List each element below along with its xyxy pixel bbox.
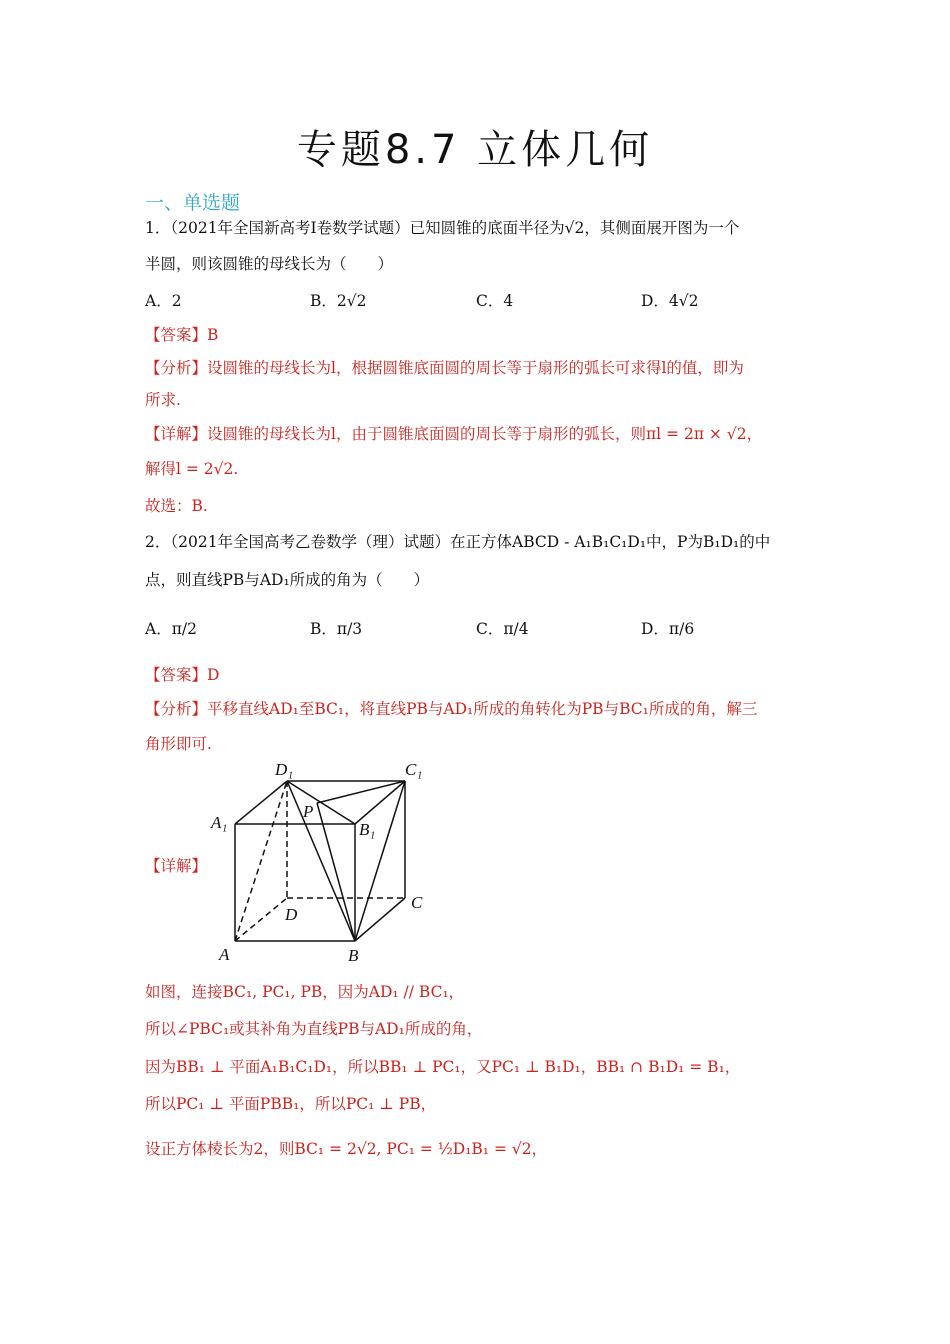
label-c1: C₁ <box>405 760 423 779</box>
q2-answer: D <box>207 666 220 684</box>
q1-detail-text: 设圆锥的母线长为l，由于圆锥底面圆的周长等于扇形的弧长，则πl = 2π × √2， <box>207 425 763 443</box>
q1-option-a: A．2 <box>145 292 182 310</box>
q2-analysis-line2: 角形即可. <box>145 735 212 753</box>
q2-detail-tag: 【详解】 <box>145 857 208 875</box>
q2-option-c: C．π/4 <box>476 620 529 638</box>
q1-stem-line2: 半圆，则该圆锥的母线长为（ ） <box>145 255 394 273</box>
section-heading: 一、单选题 <box>145 192 241 214</box>
q2-option-a: A．π/2 <box>145 620 197 638</box>
page-title: 专题8.7 立体几何 <box>296 127 654 173</box>
q2-option-d: D．π/6 <box>641 620 695 638</box>
label-d: D <box>285 905 298 924</box>
q1-detail-line2: 解得l = 2√2. <box>145 460 239 478</box>
label-b1: B₁ <box>359 820 376 839</box>
q2-answer-tag: 【答案】 <box>145 666 208 684</box>
q1-answer: B <box>207 326 219 344</box>
hidden-edge-a-d1 <box>235 781 287 941</box>
q2-analysis-line1 <box>145 697 757 719</box>
q2-step-1: 如图，连接BC₁, PC₁, PB，因为AD₁ // BC₁， <box>145 983 465 1001</box>
q2-stem-line2: 点，则直线PB与AD₁所成的角为（ ） <box>145 571 430 589</box>
q2-step-3: 因为BB₁ ⊥ 平面A₁B₁C₁D₁，所以BB₁ ⊥ PC₁，又PC₁ ⊥ B₁D₁，BB₁ ∩ B₁D₁ = B₁， <box>145 1058 741 1076</box>
q2-step-4: 所以PC₁ ⊥ 平面PBB₁，所以PC₁ ⊥ PB， <box>145 1095 437 1113</box>
q2-stem-line1: 2．（2021年全国高考乙卷数学（理）试题）在正方体ABCD - A₁B₁C₁D₁中，P为B₁D₁的中 <box>145 533 771 551</box>
q1-analysis-line2: 所求. <box>145 391 181 409</box>
q1-answer-tag: 【答案】 <box>145 326 208 344</box>
q1-detail-tag: 【详解】 <box>145 425 208 443</box>
q1-detail-line1 <box>145 422 762 444</box>
q1-stem-line1: 1．（2021年全国新高考Ⅰ卷数学试题）已知圆锥的底面半径为√2，其侧面展开图为一个 <box>145 219 740 237</box>
q1-analysis-tag: 【分析】 <box>145 359 208 377</box>
q1-conclusion: 故选：B. <box>145 497 208 515</box>
segment-b-c1 <box>355 781 405 941</box>
label-d1: D₁ <box>275 760 294 779</box>
cube-figure <box>205 755 445 970</box>
label-b: B <box>348 946 359 965</box>
q2-analysis-text: 平移直线AD₁至BC₁，将直线PB与AD₁所成的角转化为PB与BC₁所成的角，解三 <box>207 700 758 718</box>
label-a1: A₁ <box>211 813 228 832</box>
q1-analysis-line1 <box>145 356 744 378</box>
q2-option-b: B．π/3 <box>310 620 363 638</box>
q2-analysis-tag: 【分析】 <box>145 700 208 718</box>
q2-step-5: 设正方体棱长为2，则BC₁ = 2√2, PC₁ = ½D₁B₁ = √2， <box>145 1140 548 1158</box>
q1-option-d: D．4√2 <box>641 292 699 310</box>
q2-answer-line <box>145 663 219 685</box>
label-c: C <box>411 893 423 912</box>
hidden-edge-a-d <box>235 898 287 941</box>
label-p: P <box>303 802 314 821</box>
q1-option-b: B．2√2 <box>310 292 367 310</box>
q1-analysis-text: 设圆锥的母线长为l，根据圆锥底面圆的周长等于扇形的弧长可求得l的值，即为 <box>207 359 744 377</box>
label-a: A <box>219 945 230 964</box>
q1-option-c: C．4 <box>476 292 514 310</box>
edge-a1-d1 <box>235 781 287 824</box>
q1-answer-line <box>145 323 218 345</box>
q2-step-2: 所以∠PBC₁或其补角为直线PB与AD₁所成的角， <box>145 1020 483 1038</box>
